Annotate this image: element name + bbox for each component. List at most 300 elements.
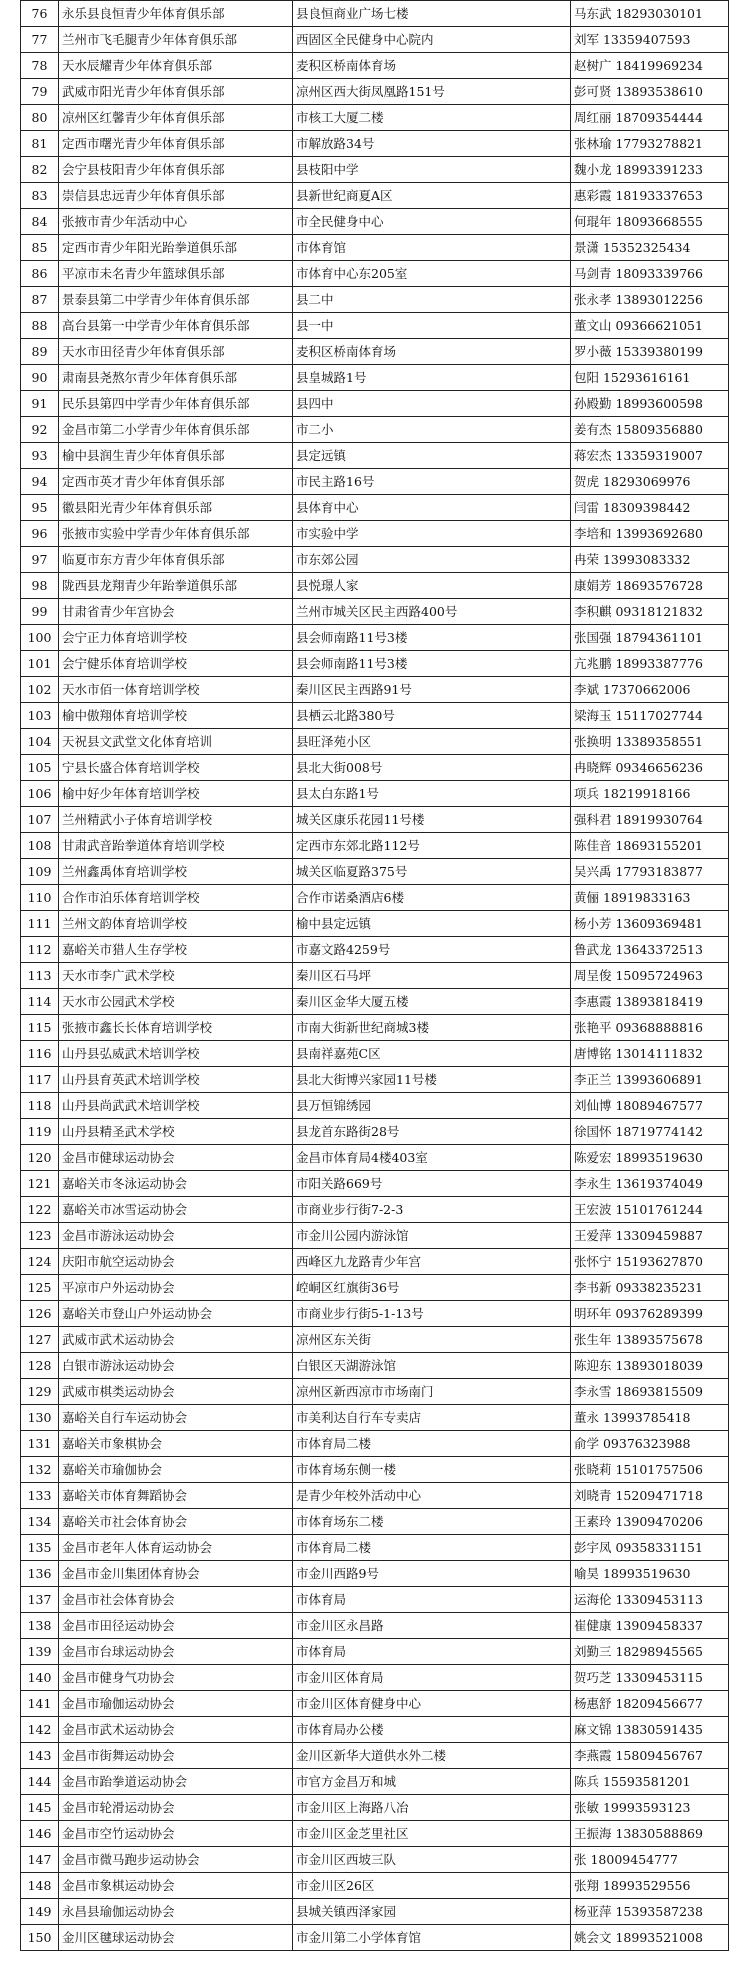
row-number-cell: 109	[21, 859, 59, 885]
contact-cell: 周红丽 18709354444	[571, 105, 729, 131]
contact-cell: 张 18009454777	[571, 1847, 729, 1873]
address-cell: 麦积区桥南体育场	[293, 339, 571, 365]
address-cell: 市体育局	[293, 1639, 571, 1665]
organization-name-cell: 金川区毽球运动协会	[59, 1925, 293, 1951]
table-row	[21, 1587, 729, 1613]
table-row	[21, 261, 729, 287]
table-row	[21, 651, 729, 677]
organization-name-cell: 榆中县润生青少年体育俱乐部	[59, 443, 293, 469]
address-cell: 县太白东路1号	[293, 781, 571, 807]
row-number-cell: 108	[21, 833, 59, 859]
table-row	[21, 1, 729, 27]
row-number-cell: 76	[21, 1, 59, 27]
organization-name-cell: 甘肃武音跆拳道体育培训学校	[59, 833, 293, 859]
table-row	[21, 911, 729, 937]
organization-name-cell: 兰州市飞毛腿青少年体育俱乐部	[59, 27, 293, 53]
organization-name-cell: 定西市曙光青少年体育俱乐部	[59, 131, 293, 157]
table-row	[21, 755, 729, 781]
table-row	[21, 963, 729, 989]
address-cell: 市金川第二小学体育馆	[293, 1925, 571, 1951]
organization-name-cell: 会宁健乐体育培训学校	[59, 651, 293, 677]
contact-cell: 杨小芳 13609369481	[571, 911, 729, 937]
organization-name-cell: 会宁正力体育培训学校	[59, 625, 293, 651]
contact-cell: 冉荣 13993083332	[571, 547, 729, 573]
contact-cell: 俞学 09376323988	[571, 1431, 729, 1457]
organization-name-cell: 金昌市武术运动协会	[59, 1717, 293, 1743]
table-row	[21, 1483, 729, 1509]
row-number-cell: 148	[21, 1873, 59, 1899]
address-cell: 定西市东郊北路112号	[293, 833, 571, 859]
contact-cell: 王爱萍 13309459887	[571, 1223, 729, 1249]
table-row	[21, 1691, 729, 1717]
contact-cell: 姜有杰 15809356880	[571, 417, 729, 443]
organization-name-cell: 景泰县第二中学青少年体育俱乐部	[59, 287, 293, 313]
row-number-cell: 141	[21, 1691, 59, 1717]
row-number-cell: 110	[21, 885, 59, 911]
table-row	[21, 313, 729, 339]
organization-name-cell: 永昌县瑜伽运动协会	[59, 1899, 293, 1925]
table-row	[21, 469, 729, 495]
address-cell: 县一中	[293, 313, 571, 339]
row-number-cell: 85	[21, 235, 59, 261]
table-row	[21, 859, 729, 885]
row-number-cell: 142	[21, 1717, 59, 1743]
address-cell: 秦川区金华大厦五楼	[293, 989, 571, 1015]
contact-cell: 刘军 13359407593	[571, 27, 729, 53]
organization-name-cell: 金昌市微马跑步运动协会	[59, 1847, 293, 1873]
row-number-cell: 133	[21, 1483, 59, 1509]
contact-cell: 康娟芳 18693576728	[571, 573, 729, 599]
table-row	[21, 157, 729, 183]
address-cell: 县二中	[293, 287, 571, 313]
organization-name-cell: 兰州精武小子体育培训学校	[59, 807, 293, 833]
row-number-cell: 88	[21, 313, 59, 339]
table-row	[21, 443, 729, 469]
table-row	[21, 235, 729, 261]
row-number-cell: 144	[21, 1769, 59, 1795]
address-cell: 城关区临夏路375号	[293, 859, 571, 885]
contact-cell: 李斌 17370662006	[571, 677, 729, 703]
address-cell: 市金川公园内游泳馆	[293, 1223, 571, 1249]
table-row	[21, 1509, 729, 1535]
address-cell: 市民主路16号	[293, 469, 571, 495]
table-row	[21, 339, 729, 365]
organization-name-cell: 嘉峪关市冰雪运动协会	[59, 1197, 293, 1223]
contact-cell: 王宏波 15101761244	[571, 1197, 729, 1223]
organization-name-cell: 嘉峪关市象棋协会	[59, 1431, 293, 1457]
row-number-cell: 98	[21, 573, 59, 599]
contact-cell: 崔健康 13909458337	[571, 1613, 729, 1639]
address-cell: 市实验中学	[293, 521, 571, 547]
organization-name-cell: 崇信县忠远青少年体育俱乐部	[59, 183, 293, 209]
contact-cell: 何琨年 18093668555	[571, 209, 729, 235]
organization-name-cell: 金昌市老年人体育运动协会	[59, 1535, 293, 1561]
address-cell: 凉州区新西凉市市场南门	[293, 1379, 571, 1405]
contact-cell: 刘仙博 18089467577	[571, 1093, 729, 1119]
address-cell: 市金川区西坡三队	[293, 1847, 571, 1873]
table-row	[21, 1431, 729, 1457]
address-cell: 市商业步行街5-1-13号	[293, 1301, 571, 1327]
table-row	[21, 105, 729, 131]
contact-cell: 李燕霞 15809456767	[571, 1743, 729, 1769]
row-number-cell: 92	[21, 417, 59, 443]
organization-table-body	[21, 1, 729, 1951]
contact-cell: 赵树广 18419969234	[571, 53, 729, 79]
row-number-cell: 82	[21, 157, 59, 183]
address-cell: 县定远镇	[293, 443, 571, 469]
organization-name-cell: 榆中好少年体育培训学校	[59, 781, 293, 807]
organization-name-cell: 金昌市瑜伽运动协会	[59, 1691, 293, 1717]
contact-cell: 罗小薇 15339380199	[571, 339, 729, 365]
address-cell: 崆峒区红旗街36号	[293, 1275, 571, 1301]
organization-name-cell: 金昌市社会体育协会	[59, 1587, 293, 1613]
organization-name-cell: 张掖市实验中学青少年体育俱乐部	[59, 521, 293, 547]
row-number-cell: 113	[21, 963, 59, 989]
address-cell: 市体育局	[293, 1587, 571, 1613]
row-number-cell: 125	[21, 1275, 59, 1301]
table-row	[21, 1665, 729, 1691]
table-row	[21, 183, 729, 209]
organization-name-cell: 金昌市游泳运动协会	[59, 1223, 293, 1249]
address-cell: 市金川区体育局	[293, 1665, 571, 1691]
row-number-cell: 103	[21, 703, 59, 729]
row-number-cell: 127	[21, 1327, 59, 1353]
row-number-cell: 132	[21, 1457, 59, 1483]
row-number-cell: 94	[21, 469, 59, 495]
address-cell: 市金川区上海路八冶	[293, 1795, 571, 1821]
contact-cell: 王素玲 13909470206	[571, 1509, 729, 1535]
address-cell: 市金川区体育健身中心	[293, 1691, 571, 1717]
contact-cell: 张怀宁 15193627870	[571, 1249, 729, 1275]
row-number-cell: 81	[21, 131, 59, 157]
row-number-cell: 102	[21, 677, 59, 703]
contact-cell: 刘勤三 18298945565	[571, 1639, 729, 1665]
contact-cell: 徐国怀 18719774142	[571, 1119, 729, 1145]
table-row	[21, 1535, 729, 1561]
contact-cell: 李积麒 09318121832	[571, 599, 729, 625]
address-cell: 市体育局二楼	[293, 1535, 571, 1561]
contact-cell: 王振海 13830588869	[571, 1821, 729, 1847]
contact-cell: 杨亚萍 15393587238	[571, 1899, 729, 1925]
address-cell: 县新世纪商夏A区	[293, 183, 571, 209]
address-cell: 市二小	[293, 417, 571, 443]
table-row	[21, 417, 729, 443]
table-row	[21, 1717, 729, 1743]
address-cell: 县万恒锦绣园	[293, 1093, 571, 1119]
row-number-cell: 117	[21, 1067, 59, 1093]
row-number-cell: 100	[21, 625, 59, 651]
row-number-cell: 128	[21, 1353, 59, 1379]
address-cell: 市解放路34号	[293, 131, 571, 157]
contact-cell: 张林瑜 17793278821	[571, 131, 729, 157]
address-cell: 市体育馆	[293, 235, 571, 261]
row-number-cell: 135	[21, 1535, 59, 1561]
organization-name-cell: 山丹县精圣武术学校	[59, 1119, 293, 1145]
address-cell: 市金川区永昌路	[293, 1613, 571, 1639]
address-cell: 县栖云北路380号	[293, 703, 571, 729]
table-row	[21, 1327, 729, 1353]
contact-cell: 杨惠舒 18209456677	[571, 1691, 729, 1717]
contact-cell: 张永孝 13893012256	[571, 287, 729, 313]
contact-cell: 运海伦 13309453113	[571, 1587, 729, 1613]
contact-cell: 陈爱宏 18993519630	[571, 1145, 729, 1171]
contact-cell: 陈兵 15593581201	[571, 1769, 729, 1795]
row-number-cell: 126	[21, 1301, 59, 1327]
row-number-cell: 91	[21, 391, 59, 417]
address-cell: 城关区康乐花园11号楼	[293, 807, 571, 833]
contact-cell: 贺巧芝 13309453115	[571, 1665, 729, 1691]
table-row	[21, 1639, 729, 1665]
organization-name-cell: 山丹县育英武术培训学校	[59, 1067, 293, 1093]
contact-cell: 冉晓辉 09346656236	[571, 755, 729, 781]
contact-cell: 麻文锦 13830591435	[571, 1717, 729, 1743]
row-number-cell: 79	[21, 79, 59, 105]
table-row	[21, 1171, 729, 1197]
table-row	[21, 989, 729, 1015]
row-number-cell: 77	[21, 27, 59, 53]
table-row	[21, 131, 729, 157]
row-number-cell: 120	[21, 1145, 59, 1171]
address-cell: 市金川区26区	[293, 1873, 571, 1899]
address-cell: 市阳关路669号	[293, 1171, 571, 1197]
organization-name-cell: 甘肃省青少年宫协会	[59, 599, 293, 625]
organization-name-cell: 永乐县良恒青少年体育俱乐部	[59, 1, 293, 27]
row-number-cell: 124	[21, 1249, 59, 1275]
row-number-cell: 131	[21, 1431, 59, 1457]
organization-name-cell: 天水市李广武术学校	[59, 963, 293, 989]
row-number-cell: 119	[21, 1119, 59, 1145]
table-row	[21, 1405, 729, 1431]
table-row	[21, 1223, 729, 1249]
table-row	[21, 1743, 729, 1769]
table-row	[21, 209, 729, 235]
table-row	[21, 625, 729, 651]
row-number-cell: 86	[21, 261, 59, 287]
table-row	[21, 53, 729, 79]
row-number-cell: 89	[21, 339, 59, 365]
organization-name-cell: 嘉峪关市冬泳运动协会	[59, 1171, 293, 1197]
contact-cell: 李书新 09338235231	[571, 1275, 729, 1301]
organization-name-cell: 嘉峪关市瑜伽协会	[59, 1457, 293, 1483]
table-row	[21, 547, 729, 573]
row-number-cell: 80	[21, 105, 59, 131]
table-row	[21, 1093, 729, 1119]
contact-cell: 刘晓青 15209471718	[571, 1483, 729, 1509]
address-cell: 市金川区金芝里社区	[293, 1821, 571, 1847]
contact-cell: 彭宇凤 09358331151	[571, 1535, 729, 1561]
row-number-cell: 101	[21, 651, 59, 677]
table-row	[21, 729, 729, 755]
table-row	[21, 1873, 729, 1899]
contact-cell: 董文山 09366621051	[571, 313, 729, 339]
organization-name-cell: 嘉峪关自行车运动协会	[59, 1405, 293, 1431]
organization-name-cell: 定西市英才青少年体育俱乐部	[59, 469, 293, 495]
table-row	[21, 1067, 729, 1093]
row-number-cell: 130	[21, 1405, 59, 1431]
row-number-cell: 136	[21, 1561, 59, 1587]
address-cell: 兰州市城关区民主西路400号	[293, 599, 571, 625]
table-row	[21, 1041, 729, 1067]
row-number-cell: 137	[21, 1587, 59, 1613]
organization-name-cell: 天水市公园武术学校	[59, 989, 293, 1015]
organization-name-cell: 兰州文韵体育培训学校	[59, 911, 293, 937]
organization-name-cell: 张掖市青少年活动中心	[59, 209, 293, 235]
organization-name-cell: 金昌市第二小学青少年体育俱乐部	[59, 417, 293, 443]
table-row	[21, 1925, 729, 1951]
address-cell: 县皇城路1号	[293, 365, 571, 391]
organization-name-cell: 嘉峪关市登山户外运动协会	[59, 1301, 293, 1327]
row-number-cell: 134	[21, 1509, 59, 1535]
address-cell: 凉州区东关街	[293, 1327, 571, 1353]
contact-cell: 张换明 13389358551	[571, 729, 729, 755]
organization-name-cell: 天水辰耀青少年体育俱乐部	[59, 53, 293, 79]
contact-cell: 张翔 18993529556	[571, 1873, 729, 1899]
organization-name-cell: 平凉市未名青少年篮球俱乐部	[59, 261, 293, 287]
contact-cell: 陈佳音 18693155201	[571, 833, 729, 859]
row-number-cell: 146	[21, 1821, 59, 1847]
row-number-cell: 118	[21, 1093, 59, 1119]
contact-cell: 张艳平 09368888816	[571, 1015, 729, 1041]
address-cell: 市全民健身中心	[293, 209, 571, 235]
table-row	[21, 781, 729, 807]
row-number-cell: 95	[21, 495, 59, 521]
contact-cell: 吴兴禹 17793183877	[571, 859, 729, 885]
contact-cell: 喻昊 18993519630	[571, 1561, 729, 1587]
address-cell: 白银区天湖游泳馆	[293, 1353, 571, 1379]
contact-cell: 蒋宏杰 13359319007	[571, 443, 729, 469]
address-cell: 金川区新华大道供水外二楼	[293, 1743, 571, 1769]
table-row	[21, 79, 729, 105]
contact-cell: 李惠霞 13893818419	[571, 989, 729, 1015]
contact-cell: 贺虎 18293069976	[571, 469, 729, 495]
row-number-cell: 121	[21, 1171, 59, 1197]
table-row	[21, 807, 729, 833]
table-row	[21, 573, 729, 599]
address-cell: 县龙首东路街28号	[293, 1119, 571, 1145]
address-cell: 西固区全民健身中心院内	[293, 27, 571, 53]
table-row	[21, 365, 729, 391]
contact-cell: 孙殿勤 18993600598	[571, 391, 729, 417]
address-cell: 县会师南路11号3楼	[293, 651, 571, 677]
organization-name-cell: 白银市游泳运动协会	[59, 1353, 293, 1379]
table-row	[21, 495, 729, 521]
contact-cell: 彭可贤 13893538610	[571, 79, 729, 105]
table-row	[21, 1197, 729, 1223]
contact-cell: 姚会文 18993521008	[571, 1925, 729, 1951]
contact-cell: 李培和 13993692680	[571, 521, 729, 547]
address-cell: 县体育中心	[293, 495, 571, 521]
table-row	[21, 391, 729, 417]
row-number-cell: 106	[21, 781, 59, 807]
address-cell: 市体育中心东205室	[293, 261, 571, 287]
organization-name-cell: 高台县第一中学青少年体育俱乐部	[59, 313, 293, 339]
organization-name-cell: 金昌市台球运动协会	[59, 1639, 293, 1665]
contact-cell: 周呈俊 15095724963	[571, 963, 729, 989]
row-number-cell: 140	[21, 1665, 59, 1691]
address-cell: 榆中县定远镇	[293, 911, 571, 937]
organization-name-cell: 金昌市轮滑运动协会	[59, 1795, 293, 1821]
organization-name-cell: 武威市阳光青少年体育俱乐部	[59, 79, 293, 105]
table-row	[21, 1301, 729, 1327]
contact-cell: 马东武 18293030101	[571, 1, 729, 27]
organization-name-cell: 金昌市街舞运动协会	[59, 1743, 293, 1769]
table-row	[21, 677, 729, 703]
contact-cell: 张生年 13893575678	[571, 1327, 729, 1353]
organization-name-cell: 徽县阳光青少年体育俱乐部	[59, 495, 293, 521]
row-number-cell: 107	[21, 807, 59, 833]
contact-cell: 惠彩霞 18193337653	[571, 183, 729, 209]
table-row	[21, 1899, 729, 1925]
organization-name-cell: 嘉峪关市猎人生存学校	[59, 937, 293, 963]
address-cell: 秦川区石马坪	[293, 963, 571, 989]
organization-name-cell: 金昌市金川集团体育协会	[59, 1561, 293, 1587]
address-cell: 市体育局办公楼	[293, 1717, 571, 1743]
table-row	[21, 27, 729, 53]
organization-name-cell: 肃南县尧熬尔青少年体育俱乐部	[59, 365, 293, 391]
row-number-cell: 93	[21, 443, 59, 469]
table-row	[21, 937, 729, 963]
table-row	[21, 1379, 729, 1405]
address-cell: 市体育局二楼	[293, 1431, 571, 1457]
address-cell: 市官方金昌万和城	[293, 1769, 571, 1795]
row-number-cell: 139	[21, 1639, 59, 1665]
contact-cell: 李永生 13619374049	[571, 1171, 729, 1197]
row-number-cell: 84	[21, 209, 59, 235]
address-cell: 县北大街008号	[293, 755, 571, 781]
row-number-cell: 115	[21, 1015, 59, 1041]
organization-name-cell: 武威市棋类运动协会	[59, 1379, 293, 1405]
contact-cell: 马剑青 18093339766	[571, 261, 729, 287]
contact-cell: 景潇 15352325434	[571, 235, 729, 261]
contact-cell: 张晓莉 15101757506	[571, 1457, 729, 1483]
contact-cell: 鲁武龙 13643372513	[571, 937, 729, 963]
organization-name-cell: 庆阳市航空运动协会	[59, 1249, 293, 1275]
table-row	[21, 1353, 729, 1379]
organization-name-cell: 山丹县尚武武术培训学校	[59, 1093, 293, 1119]
row-number-cell: 143	[21, 1743, 59, 1769]
table-row	[21, 703, 729, 729]
row-number-cell: 122	[21, 1197, 59, 1223]
organization-name-cell: 天水市田径青少年体育俱乐部	[59, 339, 293, 365]
table-row	[21, 1561, 729, 1587]
contact-cell: 闫雷 18309398442	[571, 495, 729, 521]
address-cell: 县城关镇西泽家园	[293, 1899, 571, 1925]
organization-name-cell: 金昌市空竹运动协会	[59, 1821, 293, 1847]
table-row	[21, 1821, 729, 1847]
contact-cell: 李正兰 13993606891	[571, 1067, 729, 1093]
table-row	[21, 833, 729, 859]
table-row	[21, 599, 729, 625]
row-number-cell: 90	[21, 365, 59, 391]
contact-cell: 陈迎东 13893018039	[571, 1353, 729, 1379]
address-cell: 市南大街新世纪商城3楼	[293, 1015, 571, 1041]
row-number-cell: 99	[21, 599, 59, 625]
organization-name-cell: 合作市泊乐体育培训学校	[59, 885, 293, 911]
row-number-cell: 138	[21, 1613, 59, 1639]
table-row	[21, 1145, 729, 1171]
address-cell: 市商业步行街7-2-3	[293, 1197, 571, 1223]
row-number-cell: 78	[21, 53, 59, 79]
address-cell: 金昌市体育局4楼403室	[293, 1145, 571, 1171]
contact-cell: 唐博铭 13014111832	[571, 1041, 729, 1067]
contact-cell: 董永 13993785418	[571, 1405, 729, 1431]
row-number-cell: 87	[21, 287, 59, 313]
address-cell: 县南祥嘉苑C区	[293, 1041, 571, 1067]
table-row	[21, 1275, 729, 1301]
contact-cell: 张国强 18794361101	[571, 625, 729, 651]
organization-name-cell: 民乐县第四中学青少年体育俱乐部	[59, 391, 293, 417]
contact-cell: 张敏 19993593123	[571, 1795, 729, 1821]
